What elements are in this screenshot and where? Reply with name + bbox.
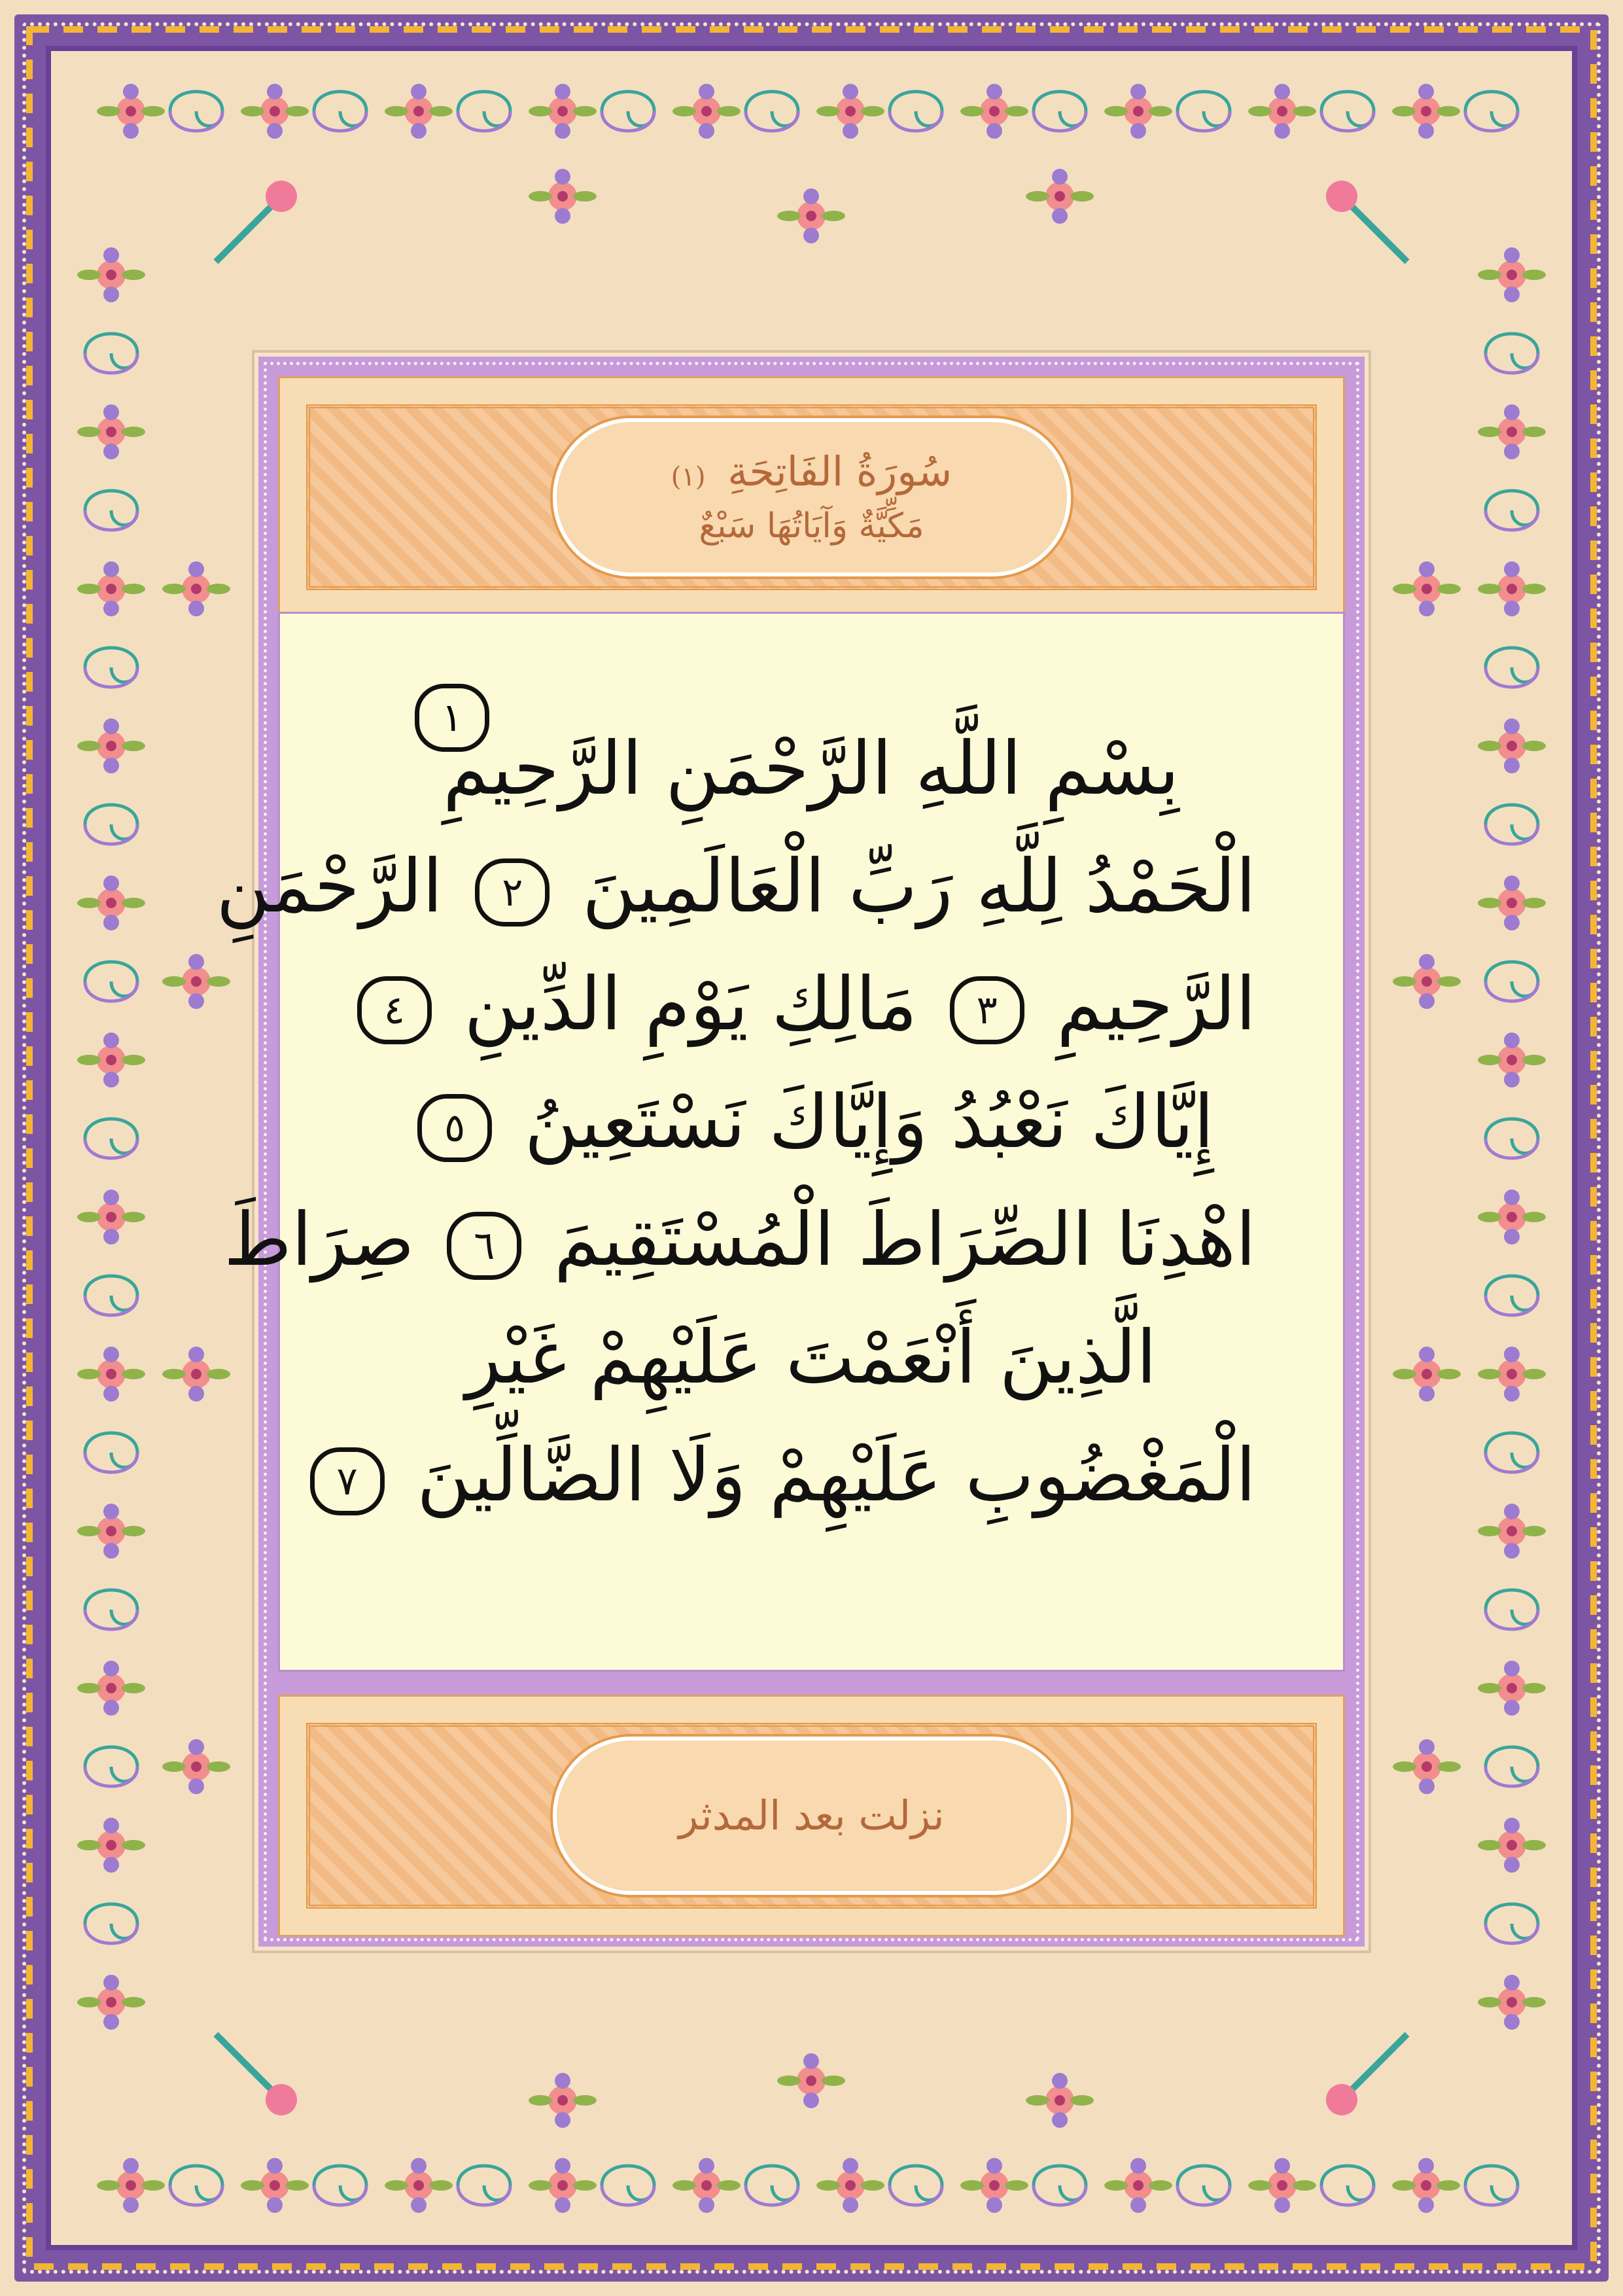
ayah-number: ٢ [475, 858, 550, 927]
header-cartouche [278, 376, 1345, 618]
verse-text: صِرَاطَ [224, 1197, 415, 1282]
surah-info: مَكِّيَّةٌ وَآيَاتُهَا سَبْعٌ [699, 506, 924, 546]
verse-line-4 [366, 1073, 1256, 1171]
verse-text: الرَّحْمَنِ [216, 844, 443, 929]
ayah-number: ٦ [447, 1212, 521, 1280]
verse-line-1 [366, 720, 1256, 818]
verse-line-2 [216, 838, 1256, 936]
verse-text: الْمَغْضُوبِ عَلَيْهِمْ وَلَا الضَّالِّينَ [417, 1433, 1256, 1518]
ayah-number: ٤ [357, 976, 432, 1044]
verse-text: إِيَّاكَ نَعْبُدُ وَإِيَّاكَ نَسْتَعِينُ [524, 1080, 1214, 1165]
surah-title-box [553, 418, 1071, 576]
verse-line-3 [366, 955, 1256, 1053]
surah-title-line: سُورَةُ الفَاتِحَةِ (١) [671, 448, 952, 495]
surah-number: ١ [681, 462, 695, 492]
verse-text: بِسْمِ اللَّهِ الرَّحْمَنِ الرَّحِيمِ [443, 726, 1179, 811]
verse-line-5 [224, 1191, 1256, 1289]
ayah-number: ٣ [950, 976, 1024, 1044]
verse-line-7 [336, 1426, 1256, 1525]
verse-text: الْحَمْدُ لِلَّهِ رَبِّ الْعَالَمِينَ [582, 844, 1256, 929]
ayah-number-badge [406, 684, 498, 752]
revelation-box [553, 1737, 1071, 1895]
verse-line-6 [366, 1309, 1256, 1407]
surah-name: سُورَةُ الفَاتِحَةِ [727, 448, 952, 495]
verse-text: اهْدِنَا الصِّرَاطَ الْمُسْتَقِيمَ [553, 1197, 1256, 1282]
ayah-number: ١ [415, 684, 489, 752]
verse-text: الرَّحِيمِ [1056, 962, 1256, 1047]
ayah-number: ٧ [310, 1447, 385, 1515]
revelation-text: نزلت بعد المدثر [678, 1792, 945, 1839]
verse-text: الَّذِينَ أَنْعَمْتَ عَلَيْهِمْ غَيْرِ [465, 1315, 1157, 1400]
footer-cartouche [278, 1695, 1345, 1937]
ayah-number: ٥ [417, 1094, 492, 1162]
verse-text: مَالِكِ يَوْمِ الدِّينِ [464, 962, 918, 1047]
